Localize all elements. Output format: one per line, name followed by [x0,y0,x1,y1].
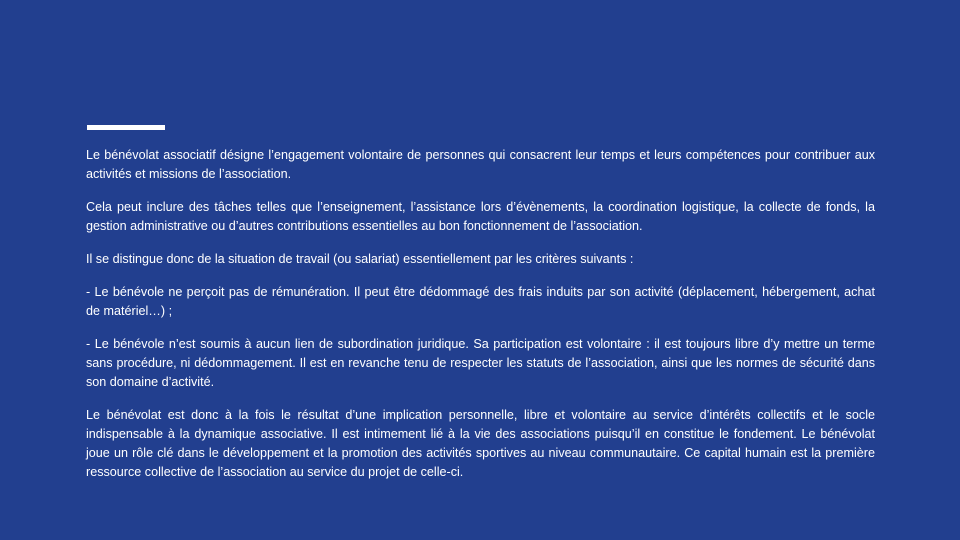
accent-bar [87,125,165,130]
body-text [86,146,875,496]
paragraph-criterion-remuneration: - Le bénévole ne perçoit pas de rémunération. Il peut être dédommagé des frais induits par son activité (déplacement, hébergement, achat de matériel…) ; [86,285,875,318]
paragraph-criteria-intro: Il se distingue donc de la situation de travail (ou salariat) essentiellement par les critères suivants : [86,252,634,266]
paragraph-tasks: Cela peut inclure des tâches telles que l’enseignement, l’assistance lors d’évènements, la coordination logistique, la collecte de fonds, la gestion administrative ou d’autres contributions essentielles au bon fonctionnement de l’association. [86,200,875,233]
paragraph-conclusion: Le bénévolat est donc à la fois le résultat d’une implication personnelle, libre et volontaire au service d’intérêts collectifs et le socle indispensable à la dynamique associative. Il est intimement lié à la vie des associations puisqu’il en constitue le fondement. Le bénévolat joue un rôle clé dans le développement et la promotion des activités sportives au niveau communautaire. Ce capital humain est la première ressource collective de l’association au service du projet de celle-ci. [86,408,875,479]
paragraph-criterion-subordination: - Le bénévole n’est soumis à aucun lien de subordination juridique. Sa participation est volontaire : il est toujours libre d’y mettre un terme sans procédure, ni dédommagement. Il est en revanche tenu de respecter les statuts de l’association, ainsi que les normes de sécurité dans son domaine d’activité. [86,337,875,389]
paragraph-definition: Le bénévolat associatif désigne l’engagement volontaire de personnes qui consacrent leur temps et leurs compétences pour contribuer aux activités et missions de l’association. [86,148,875,181]
